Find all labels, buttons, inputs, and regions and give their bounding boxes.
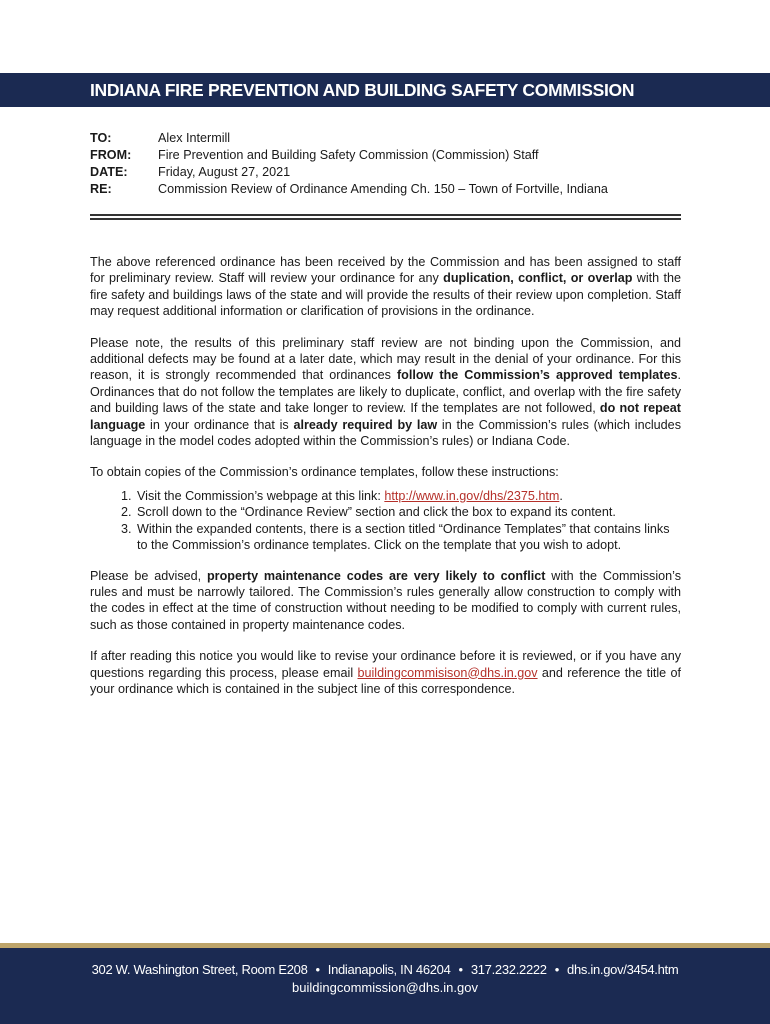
footer-separator: • — [458, 962, 463, 977]
p2-text-3: in your ordinance that is — [145, 417, 294, 432]
memo-from-label: FROM: — [90, 148, 132, 162]
memo-from-value: Fire Prevention and Building Safety Commission (Commission) Staff — [158, 148, 539, 162]
paragraph-instructions-intro: To obtain copies of the Commission’s ordinance templates, follow these instructions: — [90, 465, 559, 480]
memo-to-label: TO: — [90, 131, 112, 145]
memo-re-value: Commission Review of Ordinance Amending Ch. 150 – Town of Fortville, Indiana — [158, 182, 608, 196]
p4-text-2: with the Commission’s rules and must be narrowly tailored. The Commission’s rules generally allow construction to comply with the codes in effect at the time of construction without needing to be modified to comply with current rules, such as those contained in property maintenance codes. — [90, 568, 682, 632]
memo-re-row — [90, 181, 690, 198]
instruction-list — [90, 488, 681, 554]
memo-re-label: RE: — [90, 182, 112, 196]
memo-from-row — [90, 147, 690, 164]
divider-rule-top — [90, 214, 681, 216]
divider-rule-bottom — [90, 218, 681, 220]
p2-text-1: Please note, the results of this preliminary staff review are not binding upon the Commission, and additional defects may be found at a later date, which may result in the denial of your ordinance. For this reason, it is strongly recommended that ordinances — [90, 335, 681, 383]
memo-date-row — [90, 164, 690, 181]
footer-separator: • — [315, 962, 320, 977]
memo-block — [90, 130, 690, 198]
footer-email: buildingcommission@dhs.in.gov — [292, 980, 478, 995]
paragraph-not-binding — [90, 335, 681, 450]
footer-separator: • — [554, 962, 560, 977]
paragraph-contact — [90, 648, 681, 697]
list-item-step-3: 3. Within the expanded contents, there is a section titled “Ordinance Templates” that contains links to the Commission’s ordinance templates. Click on the template that you wish to adopt. — [135, 521, 681, 554]
paragraph-property-maintenance — [90, 568, 681, 634]
memo-to-row — [90, 130, 690, 147]
p5-text-2: and reference the title of your ordinance which is contained in the subject line of this correspondence. — [90, 665, 682, 696]
memo-date-value: Friday, August 27, 2021 — [158, 165, 291, 179]
p2-bold-2: do not repeat language — [90, 401, 681, 432]
templates-webpage-link[interactable]: http://www.in.gov/dhs/2375.htm — [384, 488, 560, 503]
step-1-end: . — [559, 488, 563, 503]
footer-address: 302 W. Washington Street, Room E208 — [91, 962, 308, 977]
p2-bold-3: already required by law — [293, 417, 438, 432]
p2-text-4: in the Commission’s rules (which includes language in the model codes adopted within the Commission’s rules) or Indiana Code. — [90, 417, 681, 449]
p5-text-1: If after reading this notice you would like to revise your ordinance before it is reviewed, or if you have any questions regarding this process, please email — [90, 649, 681, 680]
p1-bold-1: duplication, conflict, or overlap — [443, 271, 633, 286]
footer-web: dhs.in.gov/3454.htm — [567, 962, 679, 977]
list-item-step-1 — [135, 488, 681, 504]
footer-contact-line — [0, 962, 770, 977]
list-item-step-2: 2. Scroll down to the “Ordinance Review” section and click the box to expand its content. — [135, 504, 681, 520]
p2-bold-1: follow the Commission’s approved templates — [396, 368, 678, 383]
letter-body — [90, 254, 681, 712]
memo-date-label: DATE: — [90, 165, 128, 179]
p2-text-2: . Ordinances that do not follow the templates are likely to duplicate, conflict, and overlap with the fire safety and building laws of the state and take longer to review. If the templates are not followed, — [90, 368, 681, 416]
p1-text-2: with the fire safety and buildings laws of the state and will provide the results of their review upon completion. Staff may request additional information or clarification of provisions in the ordinance. — [90, 271, 681, 319]
memo-to-value: Alex Intermill — [158, 131, 231, 145]
p4-bold-1: property maintenance codes are very likely to conflict — [206, 568, 546, 583]
footer-city: Indianapolis, IN 46204 — [327, 962, 451, 977]
contact-email-link[interactable]: buildingcommisison@dhs.in.gov — [357, 665, 538, 680]
p1-text-1: The above referenced ordinance has been received by the Commission and has been assigned to staff for preliminary review. Staff will review your ordinance for any — [90, 255, 681, 286]
page-title: INDIANA FIRE PREVENTION AND BUILDING SAFETY COMMISSION — [90, 80, 635, 100]
p4-text-1: Please be advised, — [90, 568, 207, 583]
step-1-text: Visit the Commission’s webpage at this link: — [137, 488, 385, 503]
footer-phone: 317.232.2222 — [470, 962, 547, 977]
paragraph-review-assigned — [90, 254, 681, 320]
